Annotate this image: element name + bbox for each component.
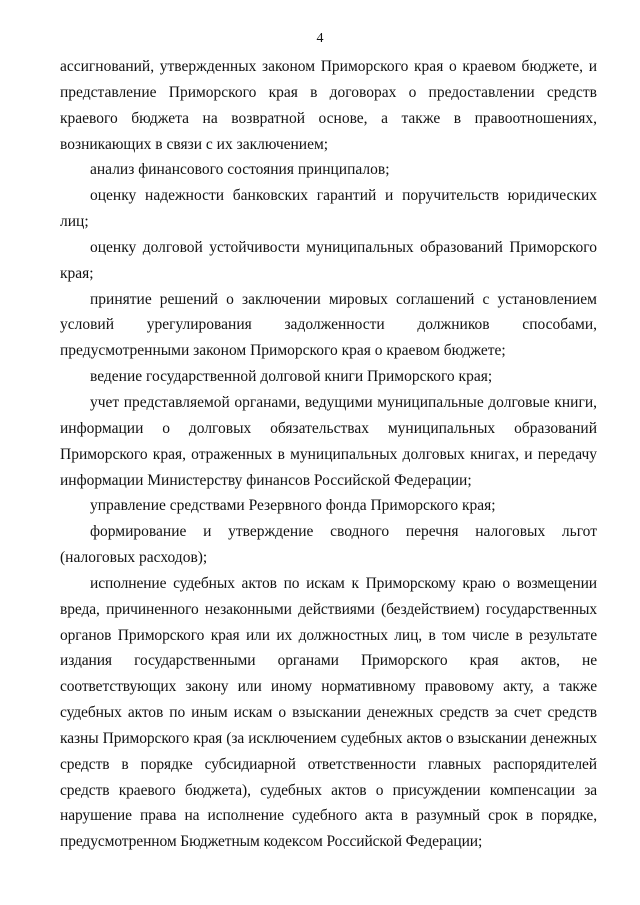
paragraph-appropriations-continuation: ассигнований, утвержденных законом Приморского края о краевом бюджете, и представление Приморского края в договорах о предоставлении средств краевого бюджета на возвратной основе, а также в правоотношениях, возникающих в связи с их заключением; <box>60 58 597 153</box>
paragraph-municipal-debt-records: учет представляемой органами, ведущими муниципальные долговые книги, информации о долговых обязательствах муниципальных образований Приморского края, отраженных в муниципальных долговых книгах, и передачу информации Министерству финансов Российской Федерации; <box>60 393 597 489</box>
paragraph-principals-analysis: анализ финансового состояния принципалов; <box>90 161 390 179</box>
paragraph-guarantee-assessment: оценку надежности банковских гарантий и поручительств юридических лиц; <box>60 187 597 231</box>
document-body <box>60 54 597 855</box>
paragraph-settlement-agreements: принятие решений о заключении мировых соглашений с установлением условий урегулирования задолженности должников способами, предусмотренными законом Приморского края о краевом бюджете; <box>60 290 597 360</box>
paragraph-debt-book: ведение государственной долговой книги Приморского края; <box>90 368 493 386</box>
paragraph-tax-benefits: формирование и утверждение сводного перечня налоговых льгот (налоговых расходов); <box>60 523 597 567</box>
page-number: 4 <box>316 31 324 46</box>
paragraph-debt-sustainability: оценку долговой устойчивости муниципальных образований Приморского края; <box>60 238 597 282</box>
paragraph-reserve-fund: управление средствами Резервного фонда Приморского края; <box>90 497 496 515</box>
paragraph-court-acts: исполнение судебных актов по искам к Приморскому краю о возмещении вреда, причиненного незаконными действиями (бездействием) государственных органов Приморского края или их должностных лиц, в том числе в результате издания государственными органами Приморского края актов, не соответствующих закону или иному нормативному правовому акту, а также судебных актов по иным искам о взыскании денежных средств за счет средств казны Приморского края (за исключением судебных актов о взыскании денежных средств в порядке субсидиарной ответственности главных распорядителей средств краевого бюджета), судебных актов о присуждении компенсации за нарушение права на исполнение судебного акта в разумный срок в порядке, предусмотренном Бюджетным кодексом Российской Федерации; <box>60 574 597 851</box>
